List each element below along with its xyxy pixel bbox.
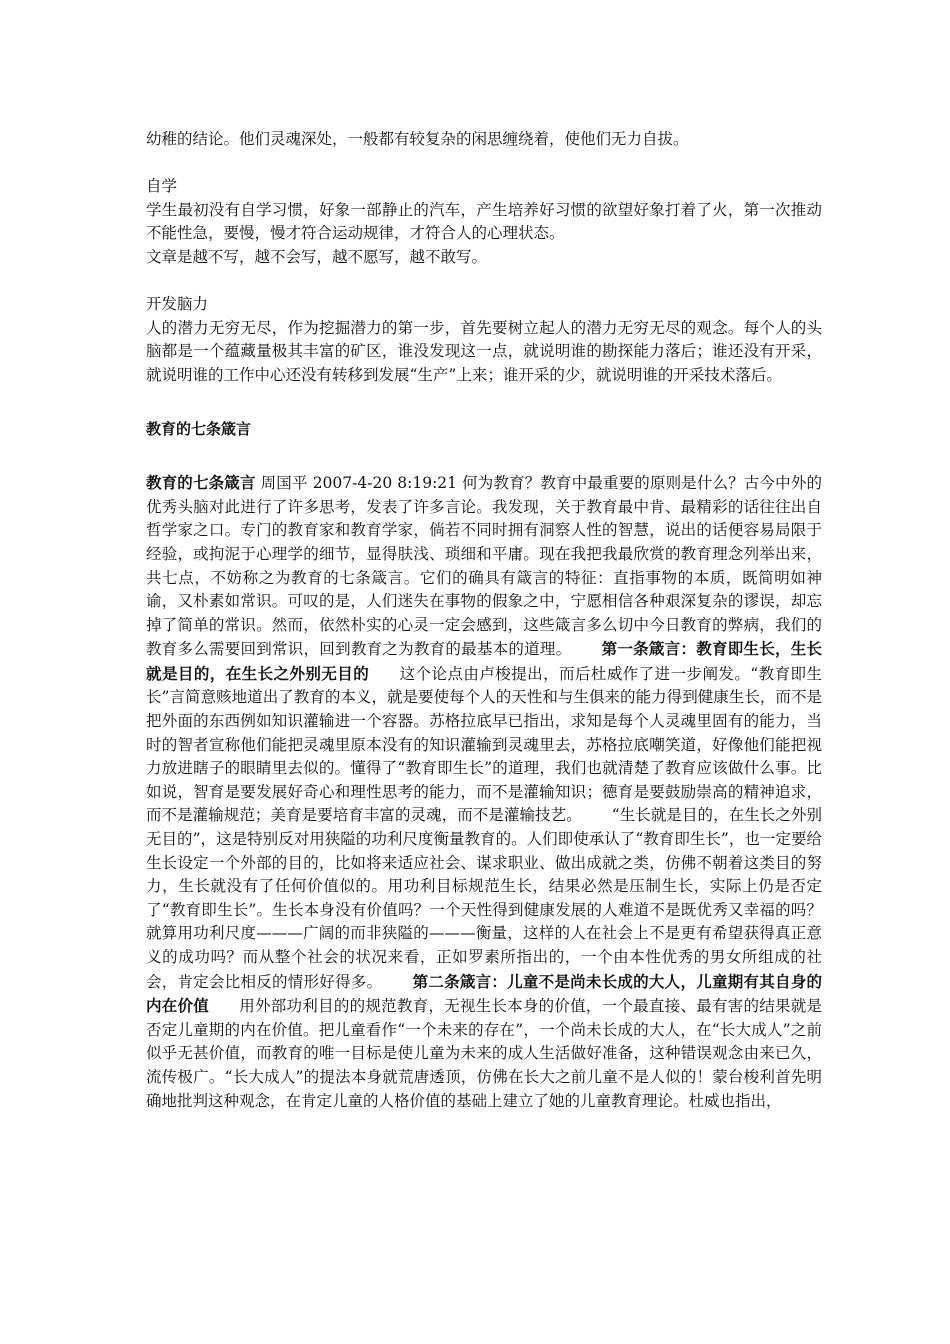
article-intro-paragraph: 何为教育？教育中最重要的原则是什么？古今中外的优秀头脑对此进行了许多思考，发表了许多言论。我发现，关于教育最中肯、最精彩的话往往出自哲学家之口。专门的教育家和教育学家，倘若不同时拥有洞察人性的智慧，说出的话便容易局限于经验，或拘泥于心理学的细节，显得肤浅、琐细和平庸。现在我把我最欣赏的教育理念列举出来，共七点，不妨称之为教育的七条箴言。它们的确具有箴言的特征：直指事物的本质，既简明如神谕，又朴素如常识。可叹的是，人们迷失在事物的假象之中，宁愿相信各种艰深复杂的谬误，却忘掉了简单的常识。然而，依然朴实的心灵一定会感到，这些箴言多么切中今日教育的弊病，我们的教育多么需要回到常识，回到教育之为教育的最基本的道理。	[146, 474, 822, 659]
maxim-2-paragraph: 用外部功利目的的规范教育，无视生长本身的价值，一个最直接、最有害的结果就是否定儿童期的内在价值。把儿童看作“一个未来的存在”，一个尚未长成的大人，在“长大成人”之前似乎无甚价值，而教育的唯一目标是使儿童为未来的成人生活做好准备，这种错误观念由来已久，流传极广。“长大成人”的提法本身就荒唐透顶，仿佛在长大之前儿童不是人似的！蒙台梭利首先明确地批判这种观念，在肯定儿童的人格价值的基础上建立了她的儿童教育理论。杜威也指出，	[146, 997, 822, 1110]
maxim-1-paragraph: 这个论点由卢梭提出，而后杜威作了进一步阐发。“教育即生长”言简意赅地道出了教育的本义，就是要使每个人的天性和与生俱来的能力得到健康生长，而不是把外面的东西例如知识灌输进一个容器。苏格拉底早已指出，求知是每个人灵魂里固有的能力，当时的智者宣称他们能把灵魂里原本没有的知识灌输到灵魂里去，苏格拉底嘲笑道，好像他们能把视力放进瞎子的眼睛里去似的。懂得了“教育即生长”的道理，我们也就清楚了教育应该做什么事。比如说，智育是要发展好奇心和理性思考的能力，而不是灌输知识；德育是要鼓励崇高的精神追求，而不是灌输规范；美育是要培育丰富的灵魂，而不是灌输技艺。	[146, 664, 822, 825]
spacer	[146, 441, 822, 471]
spacer	[146, 270, 822, 294]
maxim-2: 第二条箴言：儿童不是尚未长成的大人，儿童期有其自身的内在价值	[146, 971, 822, 1016]
spacer	[146, 388, 822, 418]
section-title-brain: 开发脑力	[146, 295, 209, 314]
article-lead-title: 教育的七条箴言	[146, 473, 256, 493]
article-body	[146, 471, 822, 1113]
self-study-paragraph: 学生最初没有自学习惯，好象一部静止的汽车，产生培养好习惯的欲望好象打着了火，第一次推动不能性急，要慢，慢才符合运动规律，才符合人的心理状态。	[146, 200, 822, 243]
maxim-1-paragraph-2: “生长就是目的，在生长之外别无目的”，这是特别反对用狭隘的功利尺度衡量教育的。人们即使承认了“教育即生长”，也一定要给生长设定一个外部的目的，比如将来适应社会、谋求职业、做出成就之类，仿佛不朝着这类目的努力，生长就没有了任何价值似的。用功利目标规范生长，结果必然是压制生长，实际上仍是否定了“教育即生长”。生长本身没有价值吗？一个天性得到健康发展的人难道不是既优秀又幸福的吗？就算用功利尺度———广阔的而非狭隘的———衡量，这样的人在社会上不是更有希望获得真正意义的成功吗？而从整个社会的状况来看，正如罗素所指出的，一个由本性优秀的男女所组成的社会，肯定会比相反的情形好得多。	[146, 806, 822, 991]
section-title-self-study: 自学	[146, 177, 178, 196]
article-heading: 教育的七条箴言	[146, 419, 252, 438]
self-study-writing-note: 文章是越不写，越不会写，越不愿写，越不敢写。	[146, 247, 488, 266]
brain-paragraph: 人的潜力无穷无尽，作为挖掘潜力的第一步，首先要树立起人的潜力无穷无尽的观念。每个人的头脑都是一个蕴藏量极其丰富的矿区，谁没发现这一点，就说明谁的勘探能力落后；谁还没有开采，就说明谁的工作中心还没有转移到发展“生产”上来；谁开采的少，就说明谁的开采技术落后。	[146, 318, 822, 384]
spacer	[146, 152, 822, 176]
maxim-1: 第一条箴言：教育即生长，生长就是目的，在生长之外别无目的	[146, 639, 822, 683]
document-body	[146, 128, 822, 1113]
article-byline: 周国平 2007-4-20 8:19:21	[255, 474, 463, 493]
intro-line: 幼稚的结论。他们灵魂深处，一般都有较复杂的闲思缠绕着，使他们无力自拔。	[146, 130, 689, 148]
